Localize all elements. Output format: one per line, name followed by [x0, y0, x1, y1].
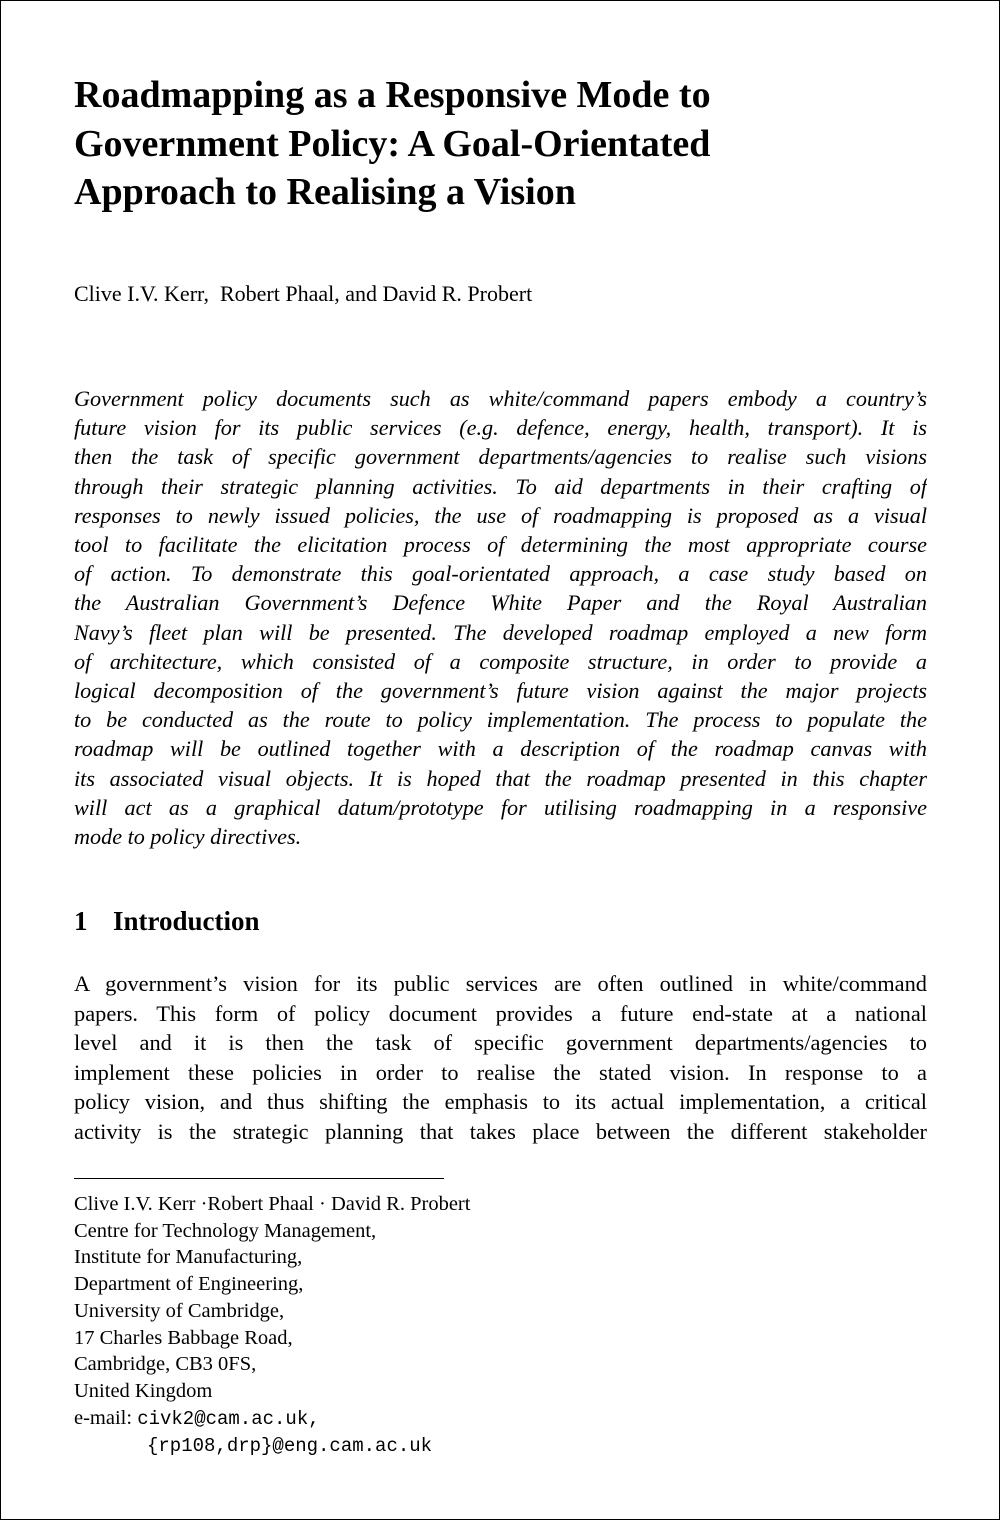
author-list: Clive I.V. Kerr, Robert Phaal, and David R. Probert [74, 281, 533, 306]
abstract-line: its associated visual objects. It is hoped that the roadmap presented in this chapter [74, 765, 927, 791]
abstract-line: mode to policy directives. [74, 824, 302, 850]
address-line: University of Cambridge, [74, 1299, 285, 1322]
abstract-line: roadmap will be outlined together with a description of the roadmap canvas with [74, 736, 927, 762]
email-address[interactable]: civk2@cam.ac.uk, [137, 1407, 320, 1430]
section-number: 1 [74, 906, 88, 936]
address-line: Cambridge, CB3 0FS, [74, 1353, 257, 1376]
footnote-divider [74, 1178, 444, 1179]
abstract-line: through their strategic planning activities. To aid departments in their crafting of [74, 473, 927, 499]
abstract [74, 384, 927, 851]
body-line: policy vision, and thus shifting the emphasis to its actual implementation, a critical [74, 1089, 927, 1115]
affiliation-names: Clive I.V. Kerr ·Robert Phaal · David R. Probert [74, 1193, 471, 1215]
address-line: Institute for Manufacturing, [74, 1246, 303, 1269]
email-line [74, 1432, 470, 1460]
email-line [74, 1405, 470, 1433]
address-line: United Kingdom [74, 1379, 213, 1402]
abstract-line: the Australian Government’s Defence White Paper and the Royal Australian [74, 590, 927, 616]
abstract-line: tool to facilitate the elicitation process of determining the most appropriate course [74, 532, 927, 558]
abstract-line: responses to newly issued policies, the use of roadmapping is proposed as a visual [74, 502, 927, 528]
body-line: papers. This form of policy document provides a future end-state at a national [74, 1000, 927, 1026]
body-line: level and it is then the task of specific government departments/agencies to [74, 1030, 927, 1056]
body-line: activity is the strategic planning that takes place between the different stakeholder [74, 1118, 927, 1144]
title-line: Government Policy: A Goal-Orientated [74, 122, 711, 165]
author-affiliation [74, 1191, 470, 1460]
body-line: A government’s vision for its public services are often outlined in white/command [74, 971, 927, 996]
abstract-line: will act as a graphical datum/prototype for utilising roadmapping in a responsive [74, 794, 927, 820]
abstract-line: to be conducted as the route to policy implementation. The process to populate the [74, 707, 927, 733]
email-address[interactable]: {rp108,drp}@eng.cam.ac.uk [147, 1435, 433, 1458]
address-line: Department of Engineering, [74, 1273, 304, 1296]
abstract-line: logical decomposition of the government’s future vision against the major projects [74, 678, 927, 704]
section-title: Introduction [113, 906, 260, 936]
abstract-line: of architecture, which consisted of a composite structure, in order to provide a [74, 648, 927, 674]
abstract-line: Government policy documents such as white/command papers embody a country’s [74, 386, 927, 411]
title-line: Roadmapping as a Responsive Mode to [74, 74, 711, 116]
section-heading [74, 903, 260, 939]
title-line: Approach to Realising a Vision [74, 171, 576, 213]
paper-title [74, 71, 934, 217]
abstract-line: then the task of specific government departments/agencies to realise such visions [74, 444, 927, 470]
body-line: implement these policies in order to realise the stated vision. In response to a [74, 1059, 927, 1085]
introduction-paragraph [74, 969, 927, 1147]
abstract-line: of action. To demonstrate this goal-orientated approach, a case study based on [74, 561, 927, 587]
address-line: 17 Charles Babbage Road, [74, 1326, 293, 1349]
abstract-line: Navy’s fleet plan will be presented. The developed roadmap employed a new form [74, 619, 927, 645]
abstract-line: future vision for its public services (e.g. defence, energy, health, transport). It is [74, 415, 927, 441]
email-label: e-mail: [74, 1406, 138, 1429]
address-line: Centre for Technology Management, [74, 1219, 377, 1242]
